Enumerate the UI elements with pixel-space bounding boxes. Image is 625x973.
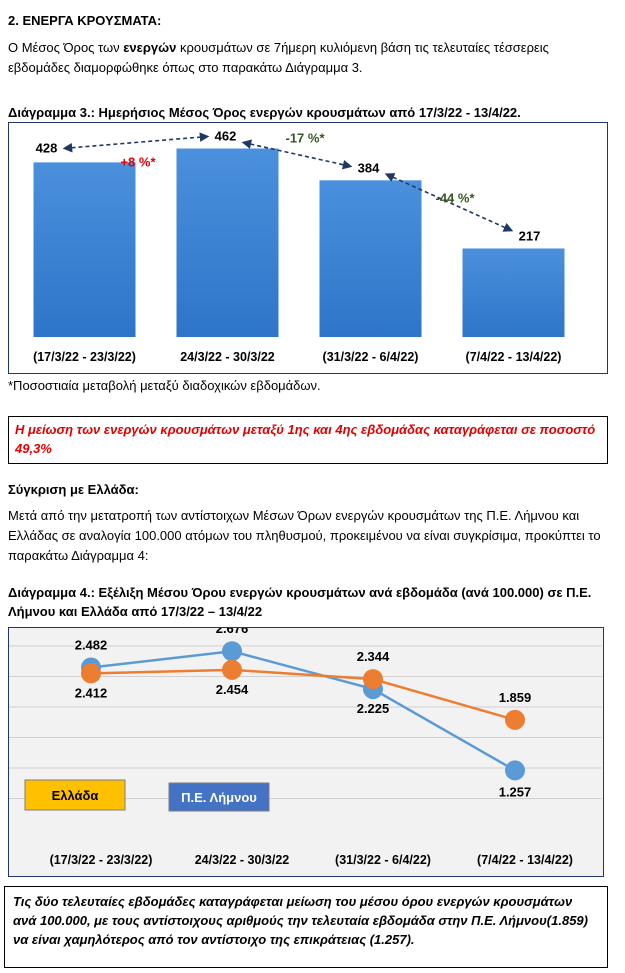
chart4-value-label: 2.225 [356, 701, 390, 717]
chart3-bar [34, 162, 136, 337]
chart4-category-label: (7/4/22 - 13/4/22) [477, 853, 573, 867]
chart4-series-line [91, 670, 515, 720]
chart3-title: Διάγραμμα 3.: Ημερήσιος Μέσος Όρος ενεργών κρουσμάτων από 17/3/22 - 13/4/22. [8, 105, 521, 120]
chart4-value-label: 1.859 [498, 689, 532, 705]
chart3-value-label: 428 [35, 140, 58, 156]
chart4-category-label: (31/3/22 - 6/4/22) [335, 853, 431, 867]
chart3-svg [9, 123, 606, 372]
chart4-category-label: (17/3/22 - 23/3/22) [49, 853, 153, 867]
intro-text-1: Ο Μέσος Όρος των [8, 40, 124, 55]
chart4-point [505, 710, 525, 730]
chart4-value-label: 2.454 [215, 681, 249, 697]
chart4-value-label: 1.257 [498, 784, 532, 800]
chart3-bar [463, 248, 565, 337]
chart3-category-label: (17/3/22 - 23/3/22) [33, 350, 136, 364]
chart3-category-label: (7/4/22 - 13/4/22) [465, 350, 562, 364]
section-heading: 2. ΕΝΕΡΓΑ ΚΡΟΥΣΜΑΤΑ: [8, 13, 162, 28]
chart3-change-label: -17 %* [285, 130, 325, 146]
chart3-bar [177, 149, 279, 337]
reduction-note-box: Η μείωση των ενεργών κρουσμάτων μεταξύ 1ης και 4ης εβδομάδας καταγράφεται σε ποσοστό 49,3% [8, 416, 608, 464]
chart4-point [505, 760, 525, 780]
chart4-point [81, 663, 101, 683]
chart4-title: Διάγραμμα 4.: Εξέλιξη Μέσου Όρου ενεργών κρουσμάτων ανά εβδομάδα (ανά 100.000) σε Π.Ε. Λήμνου και Ελλάδα από 17/3/22 – 13/4/22 [8, 585, 592, 619]
chart4-point [222, 641, 242, 661]
chart3-footnote: *Ποσοστιαία μεταβολή μεταξύ διαδοχικών εβδομάδων. [8, 378, 321, 393]
chart3-change-label: -44 %* [435, 190, 475, 206]
chart4-point [363, 669, 383, 689]
chart4-point [222, 660, 242, 680]
chart3-frame [8, 122, 608, 374]
chart3-category-label: (31/3/22 - 6/4/22) [322, 350, 419, 364]
conclusion-box: Τις δύο τελευταίες εβδομάδες καταγράφεται μείωση του μέσου όρου ενεργών κρουσμάτων ανά 100.000, με τους αντίστοιχους αριθμούς την τελευταία εβδομάδα στην Π.Ε. Λήμνου(1.859) να είναι χαμηλότερος από τον αντίστοιχο της επικράτειας (1.257). [4, 886, 608, 968]
comparison-paragraph: Μετά από την μετατροπή των αντίστοιχων Μέσων Όρων ενεργών κρουσμάτων της Π.Ε. Λήμνου και Ελλάδας σε αναλογία 100.000 ατόμων του πληθυσμού, προκειμένου να είναι συγκρίσιμα, προκύπτει το παρακάτω Διάγραμμα 4: [8, 508, 601, 563]
chart4-frame [8, 627, 604, 877]
chart3-value-label: 384 [357, 160, 380, 176]
intro-text-2: κρουσμάτων σε 7ήμερη κυλιόμενη βάση τις τελευταίες τέσσερεις εβδομάδες διαμορφώθηκε όπως στο παρακάτω Διάγραμμα 3. [8, 40, 549, 75]
chart3-value-label: 217 [518, 228, 541, 244]
chart3-change-label: +8 %* [120, 154, 156, 170]
chart3-category-label: 24/3/22 - 30/3/22 [180, 350, 275, 364]
chart4-series-line [91, 651, 515, 770]
chart4-value-label: 2.344 [356, 649, 390, 665]
chart4-legend-label: Ελλάδα [51, 788, 99, 803]
intro-paragraph [8, 38, 613, 78]
chart3-change-arrow [65, 137, 208, 149]
chart4-svg [9, 628, 602, 875]
intro-bold: ενεργών [123, 40, 177, 55]
chart4-value-label: 2.482 [74, 637, 108, 653]
chart4-legend-label: Π.Ε. Λήμνου [181, 790, 257, 805]
chart3-value-label: 462 [214, 128, 237, 144]
chart4-value-label: 2.412 [74, 685, 108, 701]
chart4-value-label: 2.676 [215, 628, 249, 637]
chart4-category-label: 24/3/22 - 30/3/22 [194, 853, 290, 867]
chart3-bar [320, 180, 422, 337]
comparison-heading: Σύγκριση με Ελλάδα: [8, 482, 139, 497]
